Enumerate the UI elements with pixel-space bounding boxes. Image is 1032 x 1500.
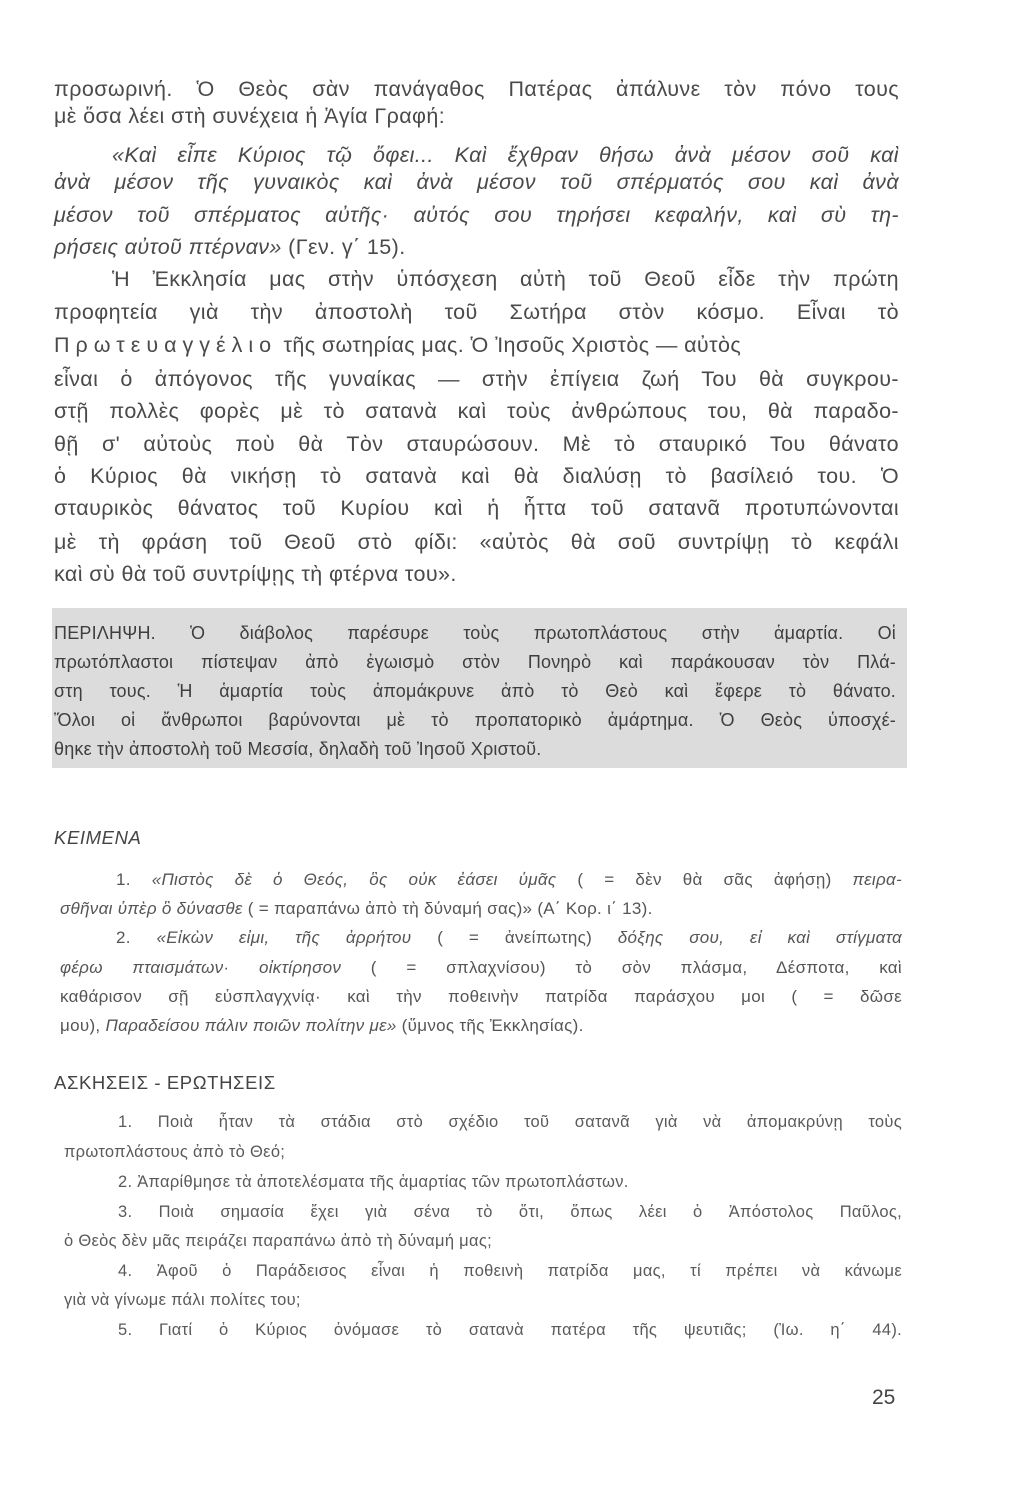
summary-line: Ὅλοι οἱ ἄνθρωποι βαρύνονται μὲ τὸ προπατορικὸ ἁμάρτημα. Ὁ Θεὸς ὑποσχέ- xyxy=(54,710,896,730)
spaced-word: Πρωτευαγγέλιο xyxy=(54,333,278,357)
gloss: ( = σπλαχνίσου) τὸ σὸν πλάσμα, Δέσποτα, καὶ xyxy=(341,958,902,977)
summary-line: στη τους. Ἡ ἁμαρτία τοὺς ἀπομάκρυνε ἀπὸ τὸ Θεὸ καὶ ἔφερε τὸ θάνατο. xyxy=(54,681,896,701)
gloss: ( = παραπάνω ἀπὸ τὴ δύναμή σας)» (Α΄ Κορ. ι΄ 13). xyxy=(242,899,653,918)
quote: «Εἰκὼν εἰμι, τῆς ἀρρήτου xyxy=(156,928,412,947)
question-line: 3. Ποιὰ σημασία ἔχει γιὰ σένα τὸ ὅτι, ὅπως λέει ὁ Ἀπόστολος Παῦλος, xyxy=(118,1203,902,1221)
gloss: ( = ἀνείπωτης) xyxy=(411,928,618,947)
body-line: ὁ Κύριος θὰ νικήσῃ τὸ σατανὰ καὶ θὰ διαλύσῃ τὸ βασίλειό του. Ὁ xyxy=(54,464,899,488)
body-line: μὲ τὴ φράση τοῦ Θεοῦ στὸ φίδι: «αὐτὸς θὰ σοῦ συντρίψῃ τὸ κεφάλι xyxy=(54,530,899,554)
question-line: 1. Ποιὰ ἦταν τὰ στάδια στὸ σχέδιο τοῦ σατανᾶ γιὰ νὰ ἀπομακρύνῃ τοὺς xyxy=(118,1113,902,1131)
gloss: μου), xyxy=(60,1016,106,1035)
summary-line: ΠΕΡΙΛΗΨΗ. Ὁ διάβολος παρέσυρε τοὺς πρωτοπλάστους στὴν ἁμαρτία. Οἱ xyxy=(54,623,896,643)
body-line: Ἡ Ἐκκλησία μας στὴν ὑπόσχεση αὐτὴ τοῦ Θεοῦ εἶδε τὴν πρώτη xyxy=(112,267,899,291)
text-line xyxy=(116,868,902,892)
section-heading: ΚΕΙΜΕΝΑ xyxy=(54,827,142,848)
question-line: 5. Γιατί ὁ Κύριος ὀνόμασε τὸ σατανὰ πατέρα τῆς ψευτιᾶς; (Ἰω. η΄ 44). xyxy=(118,1321,902,1339)
text-line: καθάρισον σῇ εὐσπλαγχνίᾳ· καὶ τὴν ποθεινὴν πατρίδα παράσχου μοι ( = δῶσε xyxy=(60,987,902,1006)
text-line xyxy=(60,897,902,921)
body-line: μὲ ὅσα λέει στὴ συνέχεια ἡ Ἁγία Γραφή: xyxy=(54,104,446,128)
gloss: (ὕμνος τῆς Ἐκκλησίας). xyxy=(396,1016,584,1035)
body-line: προφητεία γιὰ τὴν ἀποστολὴ τοῦ Σωτήρα στὸν κόσμο. Εἶναι τὸ xyxy=(54,300,899,324)
question-line: 2. Ἀπαρίθμησε τὰ ἀποτελέσματα τῆς ἁμαρτίας τῶν πρωτοπλάστων. xyxy=(118,1173,629,1191)
quote: Παραδείσου πάλιν ποιῶν πολίτην με» xyxy=(105,1016,397,1035)
item-number: 1. xyxy=(116,870,152,889)
question-line: γιὰ νὰ γίνωμε πάλι πολίτες του; xyxy=(64,1291,301,1309)
body-line: θῇ σ' αὐτοὺς ποὺ θὰ Τὸν σταυρώσουν. Μὲ τὸ σταυρικό Του θάνατο xyxy=(54,432,899,456)
body-line xyxy=(54,332,899,359)
summary-line: πρωτόπλαστοι πίστεψαν ἀπὸ ἐγωισμὸ στὸν Πονηρὸ καὶ παράκουσαν τὸν Πλά- xyxy=(54,652,896,672)
body-text: τῆς σωτηρίας μας. Ὁ Ἰησοῦς Χριστὸς — αὐτὸς xyxy=(277,333,742,357)
quote-line xyxy=(54,234,899,261)
citation: (Γεν. γ΄ 15). xyxy=(281,235,406,259)
item-number: 2. xyxy=(116,928,157,947)
quote-end: ρήσεις αὐτοῦ πτέρναν» xyxy=(54,235,282,259)
body-line: εἶναι ὁ ἀπόγονος τῆς γυναίκας — στὴν ἐπίγεια ζωή Του θὰ συγκρου- xyxy=(54,367,899,391)
quote: φέρω πταισμάτων· οἰκτίρησον xyxy=(60,958,342,977)
text-line xyxy=(60,1014,902,1038)
body-line: στῇ πολλὲς φορὲς μὲ τὸ σατανὰ καὶ τοὺς ἀνθρώπους του, θὰ παραδο- xyxy=(54,399,899,423)
summary-line: θηκε τὴν ἀποστολὴ τοῦ Μεσσία, δηλαδὴ τοῦ Ἰησοῦ Χριστοῦ. xyxy=(54,739,542,759)
body-line: προσωρινή. Ὁ Θεὸς σὰν πανάγαθος Πατέρας ἀπάλυνε τὸν πόνο τους xyxy=(54,77,899,101)
text-line xyxy=(60,956,902,980)
text-line xyxy=(116,926,902,950)
quote-line: μέσον τοῦ σπέρματος αὐτῆς· αὐτός σου τηρήσει κεφαλήν, καὶ σὺ τη- xyxy=(54,203,899,227)
quote: «Πιστὸς δὲ ὁ Θεός, ὃς οὐκ ἐάσει ὑμᾶς xyxy=(151,870,557,889)
question-line: 4. Ἀφοῦ ὁ Παράδεισος εἶναι ἡ ποθεινὴ πατρίδα μας, τί πρέπει νὰ κάνωμε xyxy=(118,1262,902,1280)
quote: σθῆναι ὑπὲρ ὃ δύνασθε xyxy=(60,899,243,918)
gloss: ( = δὲν θὰ σᾶς ἀφήσῃ) xyxy=(556,870,853,889)
question-line: ὁ Θεὸς δὲν μᾶς πειράζει παραπάνω ἀπὸ τὴ δύναμή μας; xyxy=(64,1232,492,1250)
section-heading: ΑΣΚΗΣΕΙΣ - ΕΡΩΤΗΣΕΙΣ xyxy=(54,1072,276,1093)
body-line: σταυρικὸς θάνατος τοῦ Κυρίου καὶ ἡ ἧττα τοῦ σατανᾶ προτυπώνονται xyxy=(54,496,899,520)
quote: δόξης σου, εἰ καὶ στίγματα xyxy=(617,928,902,947)
quote: πειρα- xyxy=(852,870,902,889)
quote-line: ἀνὰ μέσον τῆς γυναικὸς καὶ ἀνὰ μέσον τοῦ σπέρματός σου καὶ ἀνὰ xyxy=(54,170,899,194)
question-line: πρωτοπλάστους ἀπὸ τὸ Θεό; xyxy=(64,1143,286,1161)
quote-line: «Καὶ εἶπε Κύριος τῷ ὄφει... Καὶ ἔχθραν θήσω ἀνὰ μέσον σοῦ καὶ xyxy=(112,143,899,167)
body-line: καὶ σὺ θὰ τοῦ συντρίψῃς τὴ φτέρνα του». xyxy=(54,562,457,586)
page-number: 25 xyxy=(872,1386,896,1409)
